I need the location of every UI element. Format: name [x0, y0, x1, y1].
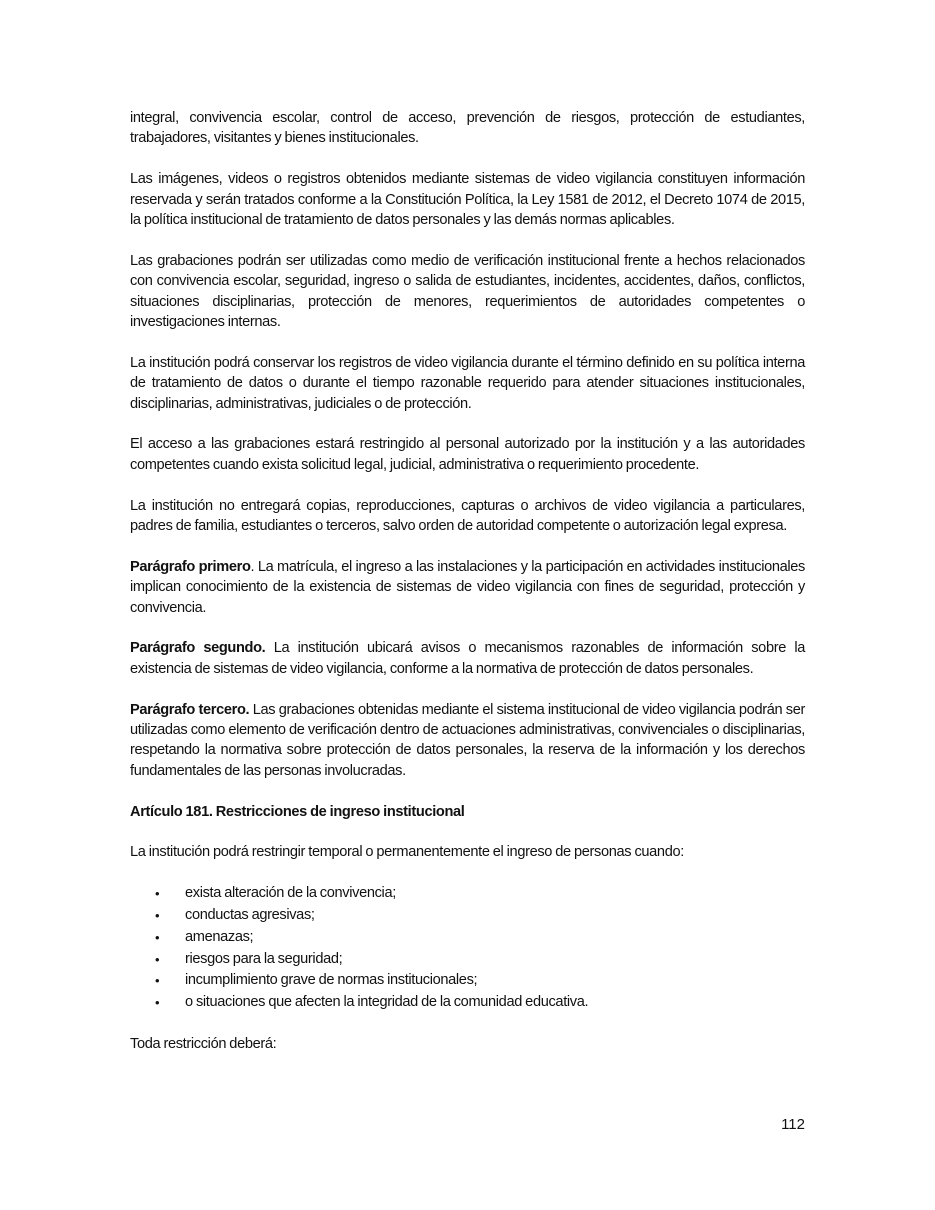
paragraph-no-copies: La institución no entregará copias, reproducciones, capturas o archivos de video vigilancia a particulares, padres de familia, estudiantes o terceros, salvo orden de autoridad competente o autorización legal expresa.: [130, 497, 805, 535]
bullet-icon: •: [155, 951, 160, 967]
paragrafo-segundo-label: Parágrafo segundo.: [130, 640, 266, 657]
list-item-text: conductas agresivas;: [185, 907, 315, 924]
list-item: [130, 905, 805, 927]
list-item-text: incumplimiento grave de normas institucionales;: [185, 972, 478, 989]
bullet-icon: •: [155, 886, 160, 902]
paragrafo-primero-text: . La matrícula, el ingreso a las instalaciones y la participación en actividades institucionales implican conocimiento de la existencia de sistemas de video vigilancia con fines de seguridad, protección y convivencia.: [130, 558, 805, 616]
article-181-closing: Toda restricción deberá:: [130, 1036, 277, 1053]
list-item: [130, 992, 805, 1014]
bullet-icon: •: [155, 929, 160, 945]
document-page: [130, 108, 805, 1075]
list-item-text: exista alteración de la convivencia;: [185, 885, 396, 902]
list-item-text: riesgos para la seguridad;: [185, 950, 343, 967]
list-item: [130, 927, 805, 949]
paragrafo-segundo-text: La institución ubicará avisos o mecanismos razonables de información sobre la existencia de sistemas de video vigilancia, conforme a la normativa de protección de datos personales.: [130, 640, 805, 677]
restriction-conditions-list: [130, 883, 805, 1014]
paragraph-record-retention: La institución podrá conservar los registros de video vigilancia durante el término definido en su política interna de tratamiento de datos o durante el tiempo razonable requerido para atender situaciones institucionales, disciplinarias, administrativas, judiciales o de protección.: [130, 354, 805, 412]
paragraph-reserved-information: Las imágenes, videos o registros obtenidos mediante sistemas de video vigilancia constituyen información reservada y serán tratados conforme a la Constitución Política, la Ley 1581 de 2012, el Decreto 1074 de 2015, la política institucional de tratamiento de datos personales y las demás normas aplicables.: [130, 171, 805, 229]
paragrafo-tercero: [130, 700, 805, 782]
bullet-icon: •: [155, 995, 160, 1011]
paragrafo-primero-label: Parágrafo primero: [130, 558, 251, 575]
list-item: [130, 970, 805, 992]
paragrafo-tercero-text: Las grabaciones obtenidas mediante el sistema institucional de video vigilancia podrán ser utilizadas como elemento de verificación dentro de actuaciones administrativas, convivenciales o disciplinarias, respetando la normativa sobre protección de datos personales, la reserva de la información y los derechos fundamentales de las personas involucradas.: [130, 701, 806, 779]
list-item-text: o situaciones que afecten la integridad de la comunidad educativa.: [185, 994, 589, 1011]
paragrafo-segundo: [130, 638, 805, 679]
paragraph-recording-usage: Las grabaciones podrán ser utilizadas como medio de verificación institucional frente a hechos relacionados con convivencia escolar, seguridad, ingreso o salida de estudiantes, incidentes, accidentes, daños, conflictos, situaciones disciplinarias, protección de menores, requerimientos de autoridades competentes o investigaciones internas.: [130, 252, 805, 331]
paragraph-access-restriction: El acceso a las grabaciones estará restringido al personal autorizado por la institución y a las autoridades competentes cuando exista solicitud legal, judicial, administrativa o requerimiento procedente.: [130, 436, 805, 473]
paragraph-intro-continuation: integral, convivencia escolar, control de acceso, prevención de riesgos, protección de estudiantes, trabajadores, visitantes y bienes institucionales.: [130, 110, 805, 147]
list-item: [130, 883, 805, 905]
list-item: [130, 949, 805, 971]
paragrafo-tercero-label: Parágrafo tercero.: [130, 701, 250, 718]
paragrafo-primero: [130, 557, 805, 618]
page-number: 112: [781, 1116, 805, 1133]
list-item-text: amenazas;: [185, 928, 254, 945]
article-181-heading: Artículo 181. Restricciones de ingreso institucional: [130, 803, 465, 820]
bullet-icon: •: [155, 973, 160, 989]
bullet-icon: •: [155, 908, 160, 924]
article-181-intro: La institución podrá restringir temporal o permanentemente el ingreso de personas cuando:: [130, 844, 684, 861]
